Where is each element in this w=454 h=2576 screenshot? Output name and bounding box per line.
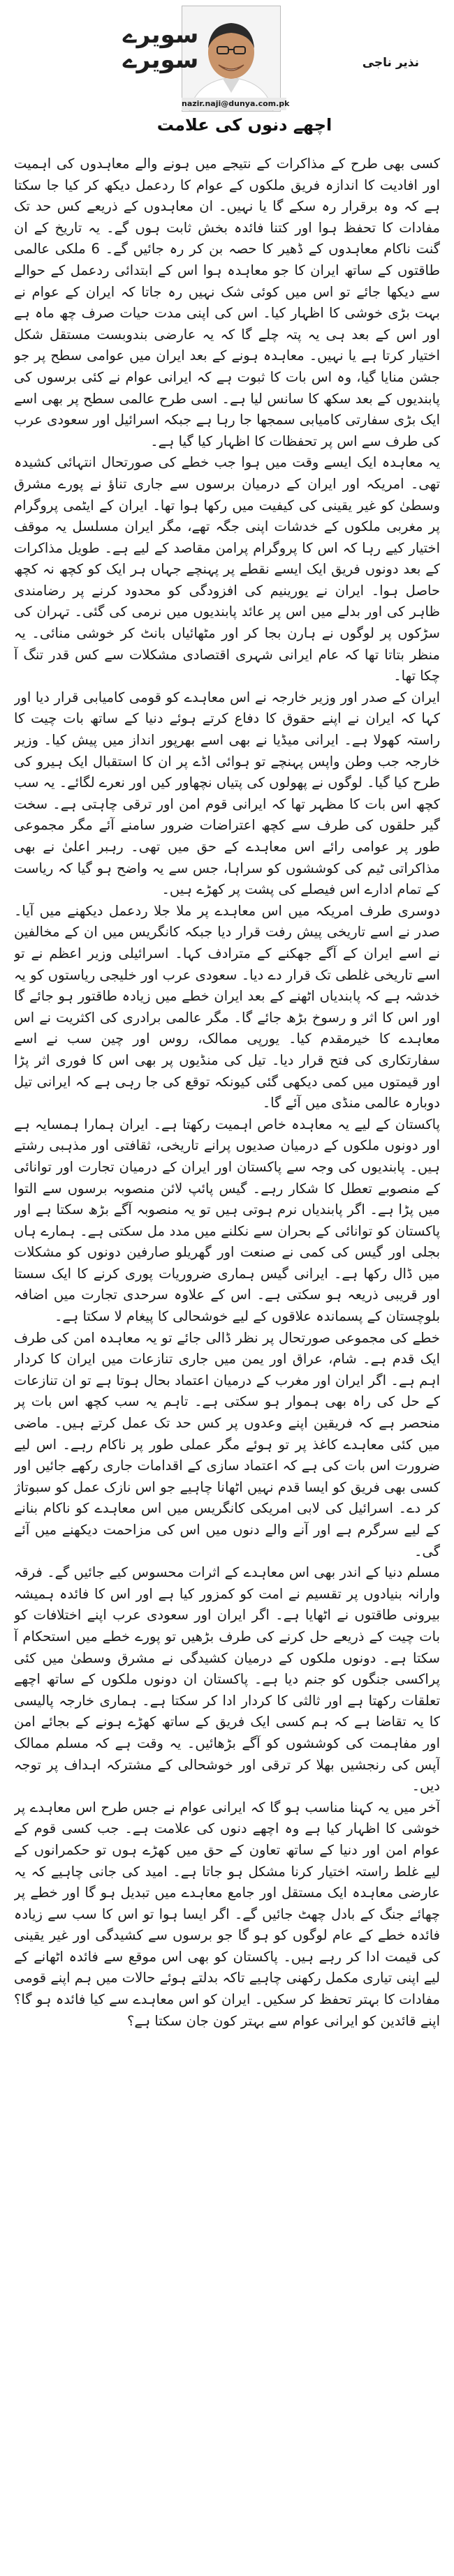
- article-paragraph: کسی بھی طرح کے مذاکرات کے نتیجے میں ہونے والے معاہدوں کی اہمیت اور افادیت کا اندازہ فریق ملکوں کے عوام کا ردعمل دیکھ کر کیا جا سکتا ہے کہ وہ برقرار رہ سکے گا یا نہیں۔ ان معاہدوں کے ذریعے کس حد تک مفادات کا تحفظ ہوا اور کتنا فائدہ بخش ثابت ہوں گے۔ یہ تاریخ کے ان گنت ناکام معاہدوں کے ڈھیر کا حصہ بن کر رہ جائیں گے۔ 6 ملکی عالمی طاقتوں کے ساتھ ایران کا جو معاہدہ ہوا اس کے ابتدائی ردعمل کے حوالے سے دیکھا جائے تو اس میں کوئی شک نہیں رہ جاتا کہ ایران کے عوام نے بہت بڑی خوشی کا اظہار کیا۔ اس کی اپنی مدت حیات صرف چھ ماہ ہے اور اس کے بعد ہی یہ پتہ چلے گا کہ یہ عارضی بندوبست مستقل شکل اختیار کرتا ہے یا نہیں۔ معاہدہ ہونے کے بعد ایران میں عوامی سطح پر جو جشن منایا گیا، وہ اس بات کا ثبوت ہے کہ ایرانی عوام نے کئی برسوں کی پابندیوں کے بعد سکھ کا سانس لیا ہے۔ اسی طرح عالمی سطح پر بھی اسے ایک بڑی سفارتی کامیابی سمجھا جا رہا ہے جبکہ اسرائیل اور سعودی عرب کی طرف سے اس پر تحفظات کا اظہار کیا گیا ہے۔: [14, 156, 440, 449]
- column-logo-line2: سویرے: [122, 46, 199, 74]
- article-paragraph: مسلم دنیا کے اندر بھی اس معاہدے کے اثرات محسوس کیے جائیں گے۔ فرقہ وارانہ بنیادوں پر تقسیم نے امت کو کمزور کیا ہے اور اس کا فائدہ ہمیشہ بیرونی طاقتوں نے اٹھایا ہے۔ اگر ایران اور سعودی عرب اپنے اختلافات کو بات چیت کے ذریعے حل کرنے کی طرف بڑھیں تو پورے خطے میں استحکام آ سکتا ہے۔ دونوں ملکوں کے درمیان کشیدگی نے مشرق وسطیٰ میں کئی پراکسی جنگوں کو جنم دیا ہے۔ پاکستان ان دونوں ملکوں کے ساتھ اچھے تعلقات رکھتا ہے اور ثالثی کا کردار ادا کر سکتا ہے۔ ہماری خارجہ پالیسی کا یہ تقاضا ہے کہ ہم کسی ایک فریق کے ساتھ کھڑے ہونے کے بجائے امن اور مفاہمت کی کوششوں کو آگے بڑھائیں۔ یہ وقت ہے کہ مسلم ممالک آپس کی رنجشیں بھلا کر ترقی اور خوشحالی کے مشترکہ اہداف پر توجہ دیں۔: [14, 1564, 440, 1795]
- author-email: nazir.naji@dunya.com.pk: [182, 98, 286, 110]
- column-headline: اچھے دنوں کی علامت: [156, 115, 332, 135]
- article-paragraph: آخر میں یہ کہنا مناسب ہو گا کہ ایرانی عوام نے جس طرح اس معاہدے پر خوشی کا اظہار کیا ہے وہ اچھے دنوں کی علامت ہے۔ جب کسی قوم کے عوام امن اور دنیا کے ساتھ تعاون کے حق میں کھڑے ہوں تو حکمرانوں کے لیے غلط راستہ اختیار کرنا مشکل ہو جاتا ہے۔ امید کی جانی چاہیے کہ یہ عارضی معاہدہ ایک مستقل اور جامع معاہدے میں تبدیل ہو گا اور خطے پر چھائے جنگ کے بادل چھٹ جائیں گے۔ اگر ایسا ہوا تو اس کا سب سے زیادہ فائدہ خطے کے عام لوگوں کو ہو گا جو برسوں سے کشیدگی اور غیر یقینی کی قیمت ادا کر رہے ہیں۔ پاکستان کو بھی اس موقع سے فائدہ اٹھانے کے لیے اپنی تیاری مکمل رکھنی چاہیے تاکہ بدلتے ہوئے حالات میں ہم اپنے قومی مفادات کا بہتر تحفظ کر سکیں۔ ایران کو اس معاہدے سے کیا فائدہ ہو گا؟ اپنے قائدین کو ایرانی عوام سے بہتر کون جان سکتا ہے؟: [14, 1799, 440, 2029]
- article-paragraph: دوسری طرف امریکہ میں اس معاہدے پر ملا جلا ردعمل دیکھنے میں آیا۔ صدر نے اسے تاریخی پیش رفت قرار دیا جبکہ کانگریس میں ان کے مخالفین نے اسے ایران کے آگے جھکنے کے مترادف کہا۔ اسرائیلی وزیر اعظم نے تو اسے تاریخی غلطی تک قرار دے دیا۔ سعودی عرب اور خلیجی ریاستوں کو یہ خدشہ ہے کہ پابندیاں اٹھنے کے بعد ایران خطے میں زیادہ طاقتور ہو جائے گا اور اس کا اثر و رسوخ بڑھ جائے گا۔ مگر عالمی برادری کی اکثریت نے اس معاہدے کا خیرمقدم کیا۔ یورپی ممالک، روس اور چین سب نے اسے سفارتکاری کی فتح قرار دیا۔ تیل کی منڈیوں پر بھی اس کا فوری اثر پڑا اور قیمتوں میں کمی دیکھی گئی کیونکہ توقع کی جا رہی ہے کہ ایرانی تیل دوبارہ عالمی منڈی میں آئے گا۔: [14, 902, 440, 1111]
- article-paragraph: ایران کے صدر اور وزیر خارجہ نے اس معاہدے کو قومی کامیابی قرار دیا اور کہا کہ ایران نے اپنے حقوق کا دفاع کرتے ہوئے دنیا کے ساتھ بات چیت کا راستہ کھولا ہے۔ ایرانی میڈیا نے بھی اسے بھرپور انداز میں پیش کیا۔ وزیر خارجہ جب وطن واپس پہنچے تو ہوائی اڈے پر ان کا استقبال ایک ہیرو کی طرح کیا گیا۔ لوگوں نے پھولوں کی پتیاں نچھاور کیں اور نعرے لگائے۔ یہ سب کچھ اس بات کا مظہر تھا کہ ایرانی قوم امن اور ترقی چاہتی ہے۔ سخت گیر حلقوں کی طرف سے کچھ اعتراضات ضرور سامنے آئے مگر مجموعی طور پر عوامی رائے اس معاہدے کے حق میں تھی۔ رہبر اعلیٰ نے بھی مذاکراتی ٹیم کی کوششوں کو سراہا، جس سے یہ واضح ہو گیا کہ ریاست کے تمام ادارے اس فیصلے کی پشت پر کھڑے ہیں۔: [14, 689, 440, 898]
- article-paragraph: خطے کی مجموعی صورتحال پر نظر ڈالی جائے تو یہ معاہدہ امن کی طرف ایک قدم ہے۔ شام، عراق اور یمن میں جاری تنازعات میں ایران کا کردار اہم ہے۔ اگر ایران اور مغرب کے درمیان اعتماد بحال ہوتا ہے تو ان تنازعات کے حل کی راہ بھی ہموار ہو سکتی ہے۔ تاہم یہ سب کچھ اس بات پر منحصر ہے کہ فریقین اپنے وعدوں پر کس حد تک عمل کرتے ہیں۔ ماضی میں کئی معاہدے کاغذ پر تو ہوئے مگر عملی طور پر ناکام رہے۔ اس لیے ضرورت اس بات کی ہے کہ اعتماد سازی کے اقدامات جاری رکھے جائیں اور کسی بھی فریق کو ایسا قدم نہیں اٹھانا چاہیے جو اس نازک عمل کو سبوتاژ کر دے۔ اسرائیل کی لابی امریکی کانگریس میں اس معاہدے کو ناکام بنانے کے لیے سرگرم ہے اور آنے والے دنوں میں اس کی مزاحمت دیکھنے میں آئے گی۔: [14, 1329, 440, 1559]
- column-logo: [112, 21, 210, 74]
- column-logo-line1: سویرے: [122, 21, 199, 49]
- article-paragraph: یہ معاہدہ ایک ایسے وقت میں ہوا جب خطے کی صورتحال انتہائی کشیدہ تھی۔ امریکہ اور ایران کے درمیان برسوں سے جاری تناؤ نے پورے مشرق وسطیٰ کو غیر یقینی کی کیفیت میں رکھا ہوا تھا۔ ایران کے ایٹمی پروگرام پر مغربی ملکوں کے خدشات اپنی جگہ تھے، مگر ایران مسلسل یہ موقف اختیار کیے رہا کہ اس کا پروگرام پرامن مقاصد کے لیے ہے۔ طویل مذاکرات کے بعد دونوں فریق ایک ایسے نقطے پر پہنچے جہاں ہر ایک کو کچھ نہ کچھ حاصل ہوا۔ ایران نے یورینیم کی افزودگی کو محدود کرنے پر رضامندی ظاہر کی اور بدلے میں اس پر عائد پابندیوں میں نرمی کی گئی۔ تہران کی سڑکوں پر لوگوں نے ہارن بجا کر اور مٹھائیاں بانٹ کر خوشی منائی۔ یہ منظر بتاتا تھا کہ عام ایرانی شہری اقتصادی مشکلات سے کس قدر تنگ آ چکا تھا۔: [14, 454, 440, 684]
- article-paragraph: پاکستان کے لیے یہ معاہدہ خاص اہمیت رکھتا ہے۔ ایران ہمارا ہمسایہ ہے اور دونوں ملکوں کے درمیان صدیوں پرانے تاریخی، ثقافتی اور مذہبی رشتے ہیں۔ پابندیوں کی وجہ سے پاکستان اور ایران کے درمیان تجارت اور توانائی کے منصوبے تعطل کا شکار رہے۔ گیس پائپ لائن منصوبہ برسوں سے التوا میں پڑا ہے۔ اگر پابندیاں نرم ہوتی ہیں تو یہ منصوبہ آگے بڑھ سکتا ہے اور پاکستان کو توانائی کے بحران سے نکلنے میں مدد مل سکتی ہے۔ ہمارے ہاں بجلی اور گیس کی کمی نے صنعت اور گھریلو صارفین دونوں کو مشکلات میں ڈال رکھا ہے۔ ایرانی گیس ہماری ضروریات پوری کرنے کا ایک سستا اور قریبی ذریعہ ہو سکتی ہے۔ اس کے علاوہ سرحدی تجارت میں اضافہ بلوچستان کے پسماندہ علاقوں کے لیے خوشحالی کا پیغام لا سکتا ہے۔: [14, 1116, 440, 1325]
- article-body: [14, 153, 440, 2561]
- author-name: نذیر ناجی: [362, 56, 419, 70]
- column-masthead: [0, 0, 454, 153]
